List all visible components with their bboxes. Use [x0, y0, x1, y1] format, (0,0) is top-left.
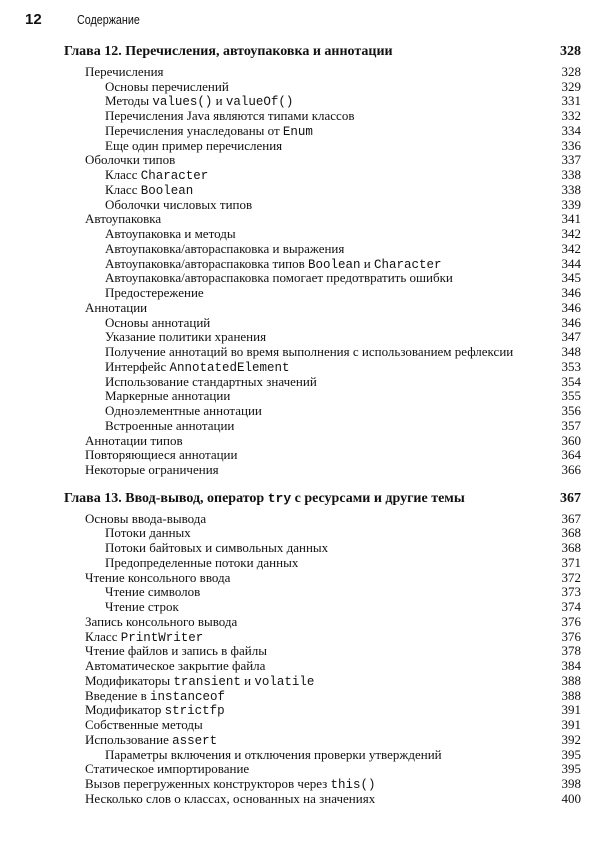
title-text: Предопределенные потоки данных — [105, 554, 299, 570]
toc-entry — [0, 584, 603, 599]
title-text: Автоупаковка и методы — [105, 226, 236, 241]
toc-entry-page: 378 — [561, 643, 581, 659]
code-term: AnnotatedElement — [169, 360, 290, 375]
toc-entry-page: 367 — [560, 490, 581, 506]
toc-entry — [0, 791, 603, 806]
toc-entry-title — [85, 570, 230, 585]
title-text: Автоупаковка/автораспаковка помогает предотвратить ошибки — [105, 270, 453, 286]
title-text: Собственные методы — [85, 717, 203, 732]
title-text: Класс — [105, 167, 141, 182]
toc-entry-title — [105, 285, 204, 300]
toc-entry-title — [105, 747, 442, 762]
title-text: Автоупаковка/автораспаковка типов — [105, 255, 309, 271]
toc-entry-page: 395 — [561, 761, 581, 777]
toc-entry-title — [105, 270, 453, 285]
toc-entry-title — [105, 329, 266, 344]
toc-entry — [0, 285, 603, 300]
toc-entry-page: 356 — [561, 403, 581, 418]
toc-entry-page: 344 — [561, 255, 581, 271]
toc-entry — [0, 688, 603, 703]
code-term: Boolean — [140, 183, 194, 198]
toc-entry-title — [105, 79, 229, 94]
toc-entry-page: 367 — [561, 510, 581, 526]
toc-entry-title — [105, 540, 328, 555]
code-term: Boolean — [308, 257, 361, 272]
toc-entry-page: 354 — [561, 373, 581, 389]
title-text: Глава 13. Ввод-вывод, оператор — [64, 490, 268, 506]
toc-entry-page: 338 — [561, 167, 581, 182]
title-text: Перечисления — [85, 63, 164, 79]
toc-entry-page: 338 — [561, 181, 581, 197]
toc-entry — [0, 643, 603, 658]
page-number: 12 — [25, 11, 42, 28]
toc-entry — [0, 300, 603, 315]
toc-entry-title — [85, 761, 249, 776]
title-text: Оболочки числовых типов — [105, 196, 253, 212]
title-text: Еще один пример перечисления — [105, 137, 283, 153]
toc-entry-page: 339 — [561, 196, 581, 212]
toc-entry-title — [85, 462, 219, 477]
toc-entry-page: 346 — [561, 299, 581, 315]
toc-entry — [0, 329, 603, 344]
title-text: Использование стандартных значений — [105, 373, 317, 389]
toc-entry-page: 376 — [561, 628, 581, 644]
title-text: Модификатор — [85, 702, 165, 718]
toc-entry-page: 368 — [561, 525, 581, 541]
toc-entry — [0, 717, 603, 732]
toc-entry — [0, 403, 603, 418]
title-text: Некоторые ограничения — [85, 462, 219, 477]
toc-entry-page: 334 — [561, 122, 581, 138]
toc-entry — [0, 123, 603, 138]
toc-entry — [0, 673, 603, 688]
toc-entry-page: 331 — [561, 93, 581, 109]
toc-entry-page: 392 — [561, 731, 581, 747]
toc-entry-title — [64, 44, 393, 59]
toc-entry — [0, 344, 603, 359]
toc-entry-page: 391 — [561, 702, 581, 718]
toc-entry-title — [85, 614, 237, 629]
toc-entry-title — [85, 791, 375, 806]
toc-entry-title — [105, 388, 230, 403]
toc-entry-title — [85, 64, 164, 79]
toc-entry — [0, 599, 603, 614]
toc-entry-page: 346 — [561, 314, 581, 330]
title-text: Потоки байтовых и символьных данных — [105, 540, 329, 555]
code-term: values() — [152, 95, 213, 110]
title-text: Запись консольного вывода — [85, 613, 238, 629]
toc-entry-title — [85, 211, 161, 226]
toc-entry-page: 345 — [561, 270, 581, 286]
toc-entry — [0, 447, 603, 462]
toc-entry-page: 347 — [561, 329, 581, 345]
title-text: Основы ввода-вывода — [85, 510, 207, 526]
toc-entry — [0, 614, 603, 629]
title-text: Чтение файлов и запись в файлы — [85, 643, 267, 659]
title-text: Введение в — [85, 687, 151, 703]
toc-entry-page: 364 — [561, 447, 581, 463]
toc-entry-page: 388 — [561, 672, 581, 688]
toc-entry — [0, 374, 603, 389]
toc-entry — [0, 658, 603, 673]
code-term: strictfp — [164, 704, 225, 719]
title-text: Аннотации типов — [85, 432, 183, 448]
toc-entry-title — [105, 555, 298, 570]
toc-chapter-entry — [0, 491, 603, 506]
title-text: Автоупаковка — [85, 211, 162, 227]
toc-entry — [0, 540, 603, 555]
title-text: Основы перечислений — [105, 78, 229, 94]
toc-entry-page: 357 — [561, 417, 581, 433]
toc-entry-title — [105, 374, 317, 389]
toc-entry-page: 372 — [561, 569, 581, 585]
toc-entry-page: 336 — [561, 137, 581, 153]
toc-entry-page: 400 — [561, 790, 581, 806]
toc-chapter-entry — [0, 44, 603, 59]
toc-entry-page: 376 — [561, 613, 581, 629]
title-text: Методы — [105, 93, 153, 109]
title-text: Одноэлементные аннотации — [105, 403, 262, 418]
toc-entry-page: 355 — [561, 388, 581, 404]
code-term: Enum — [282, 124, 313, 139]
toc-entry — [0, 315, 603, 330]
code-term: Character — [140, 169, 209, 183]
toc-entry — [0, 462, 603, 477]
toc-entry — [0, 525, 603, 540]
toc-entry-page: 373 — [561, 584, 581, 600]
toc-entry — [0, 167, 603, 182]
title-text: Потоки данных — [105, 525, 191, 541]
toc-entry-page: 346 — [561, 285, 581, 300]
toc-entry-title — [105, 138, 282, 153]
toc-entry-title — [105, 108, 354, 123]
toc-entry-page: 332 — [561, 108, 581, 123]
toc-entry-title — [64, 491, 465, 506]
toc-entry-page: 353 — [561, 358, 581, 374]
toc-entry — [0, 433, 603, 448]
title-text: Предостережение — [105, 285, 204, 300]
toc-entry-title — [85, 658, 265, 673]
title-text: Оболочки типов — [85, 152, 176, 168]
toc-entry-title — [85, 447, 237, 462]
toc-entry-title — [105, 599, 179, 614]
toc-entry — [0, 256, 603, 271]
toc-entry-page: 348 — [561, 344, 581, 359]
toc-entry — [0, 79, 603, 94]
toc-entry-page: 398 — [561, 776, 581, 791]
toc-entry-title — [105, 418, 234, 433]
running-head — [0, 9, 603, 31]
title-text: Повторяющиеся аннотации — [85, 447, 238, 463]
toc-entry — [0, 182, 603, 197]
toc-entry-title — [105, 584, 200, 599]
code-term: volatile — [254, 674, 315, 689]
title-text: Модификаторы — [85, 672, 174, 688]
toc-entry — [0, 359, 603, 374]
toc-entry — [0, 211, 603, 226]
toc-entry — [0, 732, 603, 747]
toc-entry — [0, 776, 603, 791]
title-text: Встроенные аннотации — [105, 417, 235, 433]
toc-entry-page: 328 — [560, 44, 581, 59]
code-term: try — [267, 490, 292, 506]
toc-entry — [0, 241, 603, 256]
title-text: Указание политики хранения — [105, 329, 267, 345]
toc-entry-page: 328 — [561, 63, 581, 79]
title-text: Статическое импортирование — [85, 761, 250, 777]
toc-entry-page: 368 — [561, 540, 581, 555]
title-text: Основы аннотаций — [105, 314, 211, 330]
toc-entry-page: 366 — [561, 462, 581, 477]
toc-entry-title — [105, 315, 210, 330]
title-text: Чтение символов — [105, 584, 201, 600]
toc-entry-title — [105, 226, 236, 241]
code-term: transient — [173, 674, 241, 689]
toc-entry-title — [85, 300, 147, 315]
toc-entry — [0, 270, 603, 285]
toc-entry — [0, 702, 603, 717]
toc-entry-title — [105, 344, 513, 359]
toc-entry-page: 391 — [561, 717, 581, 732]
title-text: Использование — [85, 731, 173, 747]
toc-entry-page: 329 — [561, 78, 581, 94]
toc-entry — [0, 152, 603, 167]
toc-entry-page: 388 — [561, 687, 581, 703]
title-text: Вызов перегруженных конструкторов через — [85, 776, 331, 791]
toc-entry — [0, 511, 603, 526]
title-text: Чтение строк — [105, 599, 179, 614]
toc-entry-page: 342 — [561, 226, 581, 241]
toc-entry — [0, 108, 603, 123]
running-title: Содержание — [77, 13, 140, 27]
title-text: Перечисления Java являются типами классов — [105, 108, 355, 123]
toc-entry — [0, 570, 603, 585]
toc-entry — [0, 747, 603, 762]
toc-entry — [0, 197, 603, 212]
toc-entry-title — [85, 717, 203, 732]
toc-entry-page: 374 — [561, 599, 581, 614]
title-text: Перечисления унаследованы от — [105, 122, 283, 138]
toc-entry-title — [85, 511, 206, 526]
toc-entry — [0, 629, 603, 644]
toc-entry — [0, 226, 603, 241]
toc-entry-page: 395 — [561, 746, 581, 762]
title-text: и — [360, 255, 375, 271]
toc-entry-title — [105, 241, 344, 256]
toc-entry-page: 371 — [561, 554, 581, 570]
title-text: Чтение консольного ввода — [85, 569, 231, 585]
title-text: Аннотации — [85, 299, 148, 315]
title-text: Маркерные аннотации — [105, 388, 231, 404]
toc-entry-title — [85, 152, 175, 167]
toc-entry — [0, 93, 603, 108]
title-text: Автоупаковка/автораспаковка и выражения — [105, 240, 345, 256]
toc-entry-title — [85, 433, 183, 448]
toc-entry-page: 337 — [561, 152, 581, 168]
toc-entry-page: 384 — [561, 658, 581, 673]
toc-entry-title — [105, 525, 191, 540]
title-text: Глава 12. Перечисления, автоупаковка и аннотации — [64, 44, 393, 59]
toc-entry — [0, 138, 603, 153]
toc-entry-page: 342 — [561, 240, 581, 256]
title-text: и — [240, 672, 255, 688]
code-term: Character — [374, 257, 442, 272]
title-text: Класс — [85, 628, 121, 644]
title-text: Класс — [105, 181, 141, 197]
code-term: assert — [172, 733, 218, 748]
toc-entry — [0, 761, 603, 776]
title-text: Автоматическое закрытие файла — [85, 658, 266, 673]
toc-entry-title — [105, 403, 262, 418]
title-text: с ресурсами и другие темы — [291, 490, 465, 506]
title-text: Параметры включения и отключения проверки утверждений — [105, 746, 442, 762]
title-text: и — [212, 93, 226, 109]
code-term: valueOf() — [225, 95, 294, 110]
toc-entry-title — [85, 643, 267, 658]
toc-entry — [0, 388, 603, 403]
toc-entry — [0, 555, 603, 570]
code-term: PrintWriter — [120, 630, 204, 645]
code-term: instanceof — [150, 689, 226, 704]
toc-entry — [0, 64, 603, 79]
toc-entry-page: 341 — [561, 211, 581, 227]
code-term: this() — [330, 778, 376, 792]
title-text: Интерфейс — [105, 358, 170, 374]
title-text: Несколько слов о классах, основанных на значениях — [85, 790, 376, 806]
title-text: Получение аннотаций во время выполнения с использованием рефлексии — [105, 344, 514, 359]
toc-entry — [0, 418, 603, 433]
toc-entry-title — [105, 197, 252, 212]
toc-entry-page: 360 — [561, 432, 581, 448]
